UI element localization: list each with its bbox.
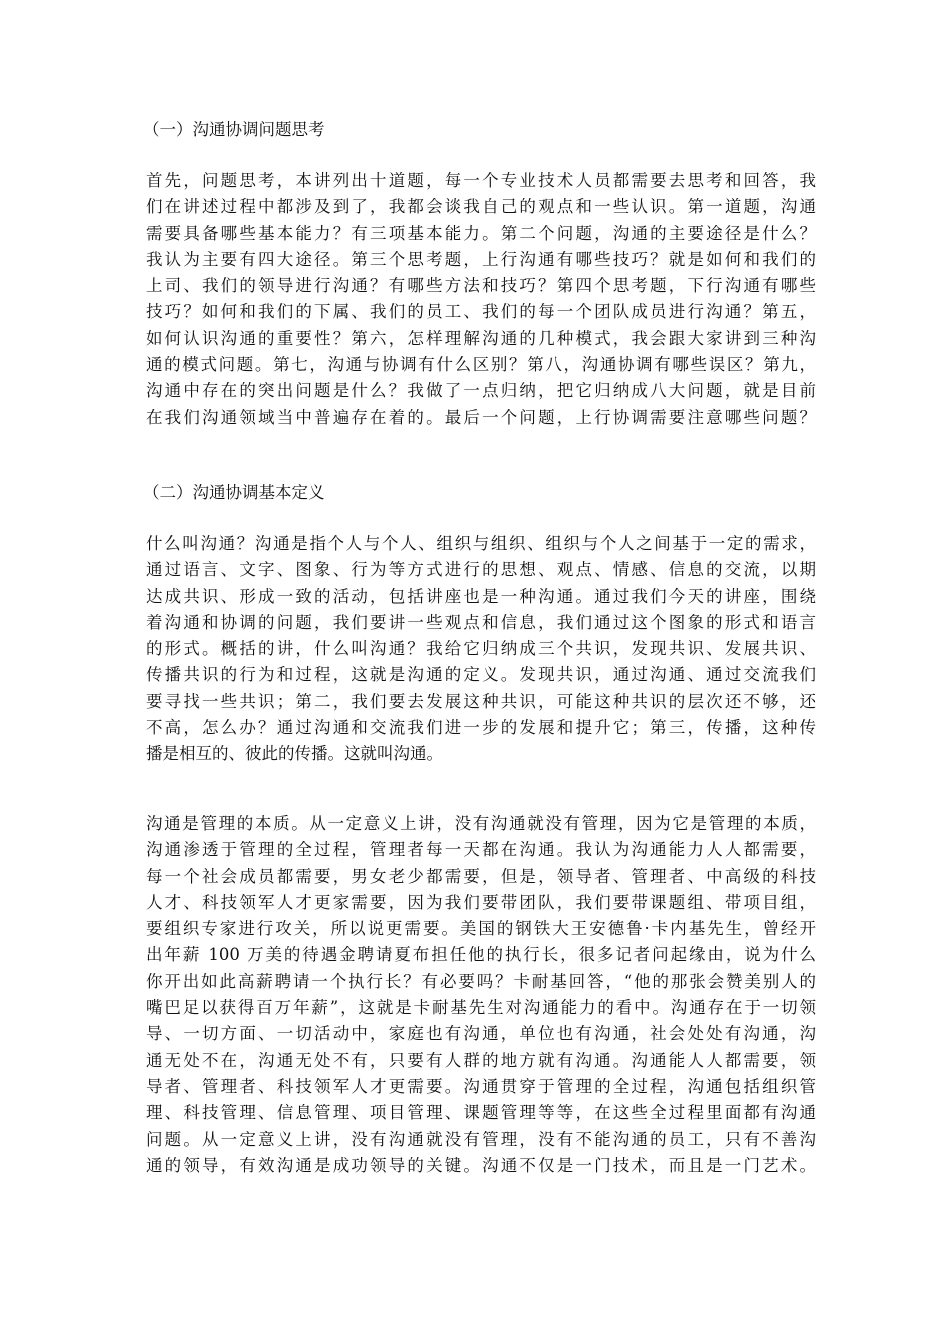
text-line: 要寻找一些共识；第二，我们要去发展这种共识，可能这种共识的层次还不够，还 [146,691,816,711]
text-line: 着沟通和协调的问题，我们要讲一些观点和信息，我们通过这个图象的形式和语言 [146,612,816,632]
text-line: 导、一切方面、一切活动中，家庭也有沟通，单位也有沟通，社会处处有沟通，沟 [146,1024,816,1044]
text-line: 理、科技管理、信息管理、项目管理、课题管理等等，在这些全过程里面都有沟通 [146,1103,816,1123]
text-line: 通的领导，有效沟通是成功领导的关键。沟通不仅是一门技术，而且是一门艺术。 [146,1155,816,1175]
text-line: 什么叫沟通？沟通是指个人与个人、组织与组织、组织与个人之间基于一定的需求， [146,534,816,553]
text-line: 传播共识的行为和过程，这就是沟通的定义。发现共识，通过沟通、通过交流我们 [146,665,816,685]
text-line: 技巧？如何和我们的下属、我们的员工、我们的每一个团队成员进行沟通？第五， [146,302,816,322]
text-line: 人才、科技领军人才更家需要，因为我们要带团队，我们要带课题组、带项目组， [146,892,816,912]
text-line: 每一个社会成员都需要，男女老少都需要，但是，领导者、管理者、中高级的科技 [146,866,816,886]
text-line: 通过语言、文字、图象、行为等方式进行的思想、观点、情感、信息的交流，以期 [146,560,816,580]
text-line: 播是相互的、彼此的传播。这就叫沟通。 [146,744,443,764]
text-line: 在我们沟通领域当中普遍存在着的。最后一个问题，上行协调需要注意哪些问题？ [146,407,816,427]
text-line: 的形式。概括的讲，什么叫沟通？我给它归纳成三个共识，发现共识、发展共识、 [146,639,816,659]
paragraph-problem-thinking [146,168,816,431]
text-line: 沟通中存在的突出问题是什么？我做了一点归纳，把它归纳成八大问题，就是目前 [146,381,816,401]
text-line: 你开出如此高薪聘请一个执行长？有必要吗？卡耐基回答，“他的那张会赞美别人的 [146,971,816,991]
text-line: 们在讲述过程中都涉及到了，我都会谈我自己的观点和一些认识。第一道题，沟通 [146,197,816,217]
text-line: 需要具备哪些基本能力？有三项基本能力。第二个问题，沟通的主要途径是什么？ [146,223,816,243]
text-line: 问题。从一定意义上讲，没有沟通就没有管理，没有不能沟通的员工，只有不善沟 [146,1129,816,1149]
text-line: 通无处不在，沟通无处不有，只要有人群的地方就有沟通。沟通能人人都需要，领 [146,1050,816,1070]
text-line: 要组织专家进行攻关，所以说更需要。美国的钢铁大王安德鲁·卡内基先生，曾经开 [146,919,816,939]
text-line: 不高，怎么办？通过沟通和交流我们进一步的发展和提升它；第三，传播，这种传 [146,718,816,738]
text-line: 我认为主要有四大途径。第三个思考题，上行沟通有哪些技巧？就是如何和我们的 [146,249,816,269]
text-line: 通的模式问题。第七，沟通与协调有什么区别？第八，沟通协调有哪些误区？第九， [146,355,816,375]
text-line: 沟通渗透于管理的全过程，管理者每一天都在沟通。我认为沟通能力人人都需要， [146,840,816,860]
text-line: 如何认识沟通的重要性？第六，怎样理解沟通的几种模式，我会跟大家讲到三种沟 [146,328,816,348]
paragraph-definition [146,531,816,768]
text-line: 沟通是管理的本质。从一定意义上讲，没有沟通就没有管理，因为它是管理的本质， [146,814,816,833]
text-line: 导者、管理者、科技领军人才更需要。沟通贯穿于管理的全过程，沟通包括组织管 [146,1076,816,1096]
text-line: 出年薪 100 万美的待遇金聘请夏布担任他的执行长，很多记者问起缘由，说为什么 [146,945,816,965]
text-line: 上司、我们的领导进行沟通？有哪些方法和技巧？第四个思考题，下行沟通有哪些 [146,276,816,296]
section-heading-1: （一）沟通协调问题思考 [143,120,325,139]
text-line: 首先，问题思考，本讲列出十道题，每一个专业技术人员都需要去思考和回答，我 [146,171,816,190]
paragraph-management-essence [146,811,816,1179]
text-line: 嘴巴足以获得百万年薪”，这就是卡耐基先生对沟通能力的看中。沟通存在于一切领 [146,998,816,1018]
section-heading-2: （二）沟通协调基本定义 [143,483,325,502]
text-line: 达成共识、形成一致的活动，包括讲座也是一种沟通。通过我们今天的讲座，围绕 [146,586,816,606]
